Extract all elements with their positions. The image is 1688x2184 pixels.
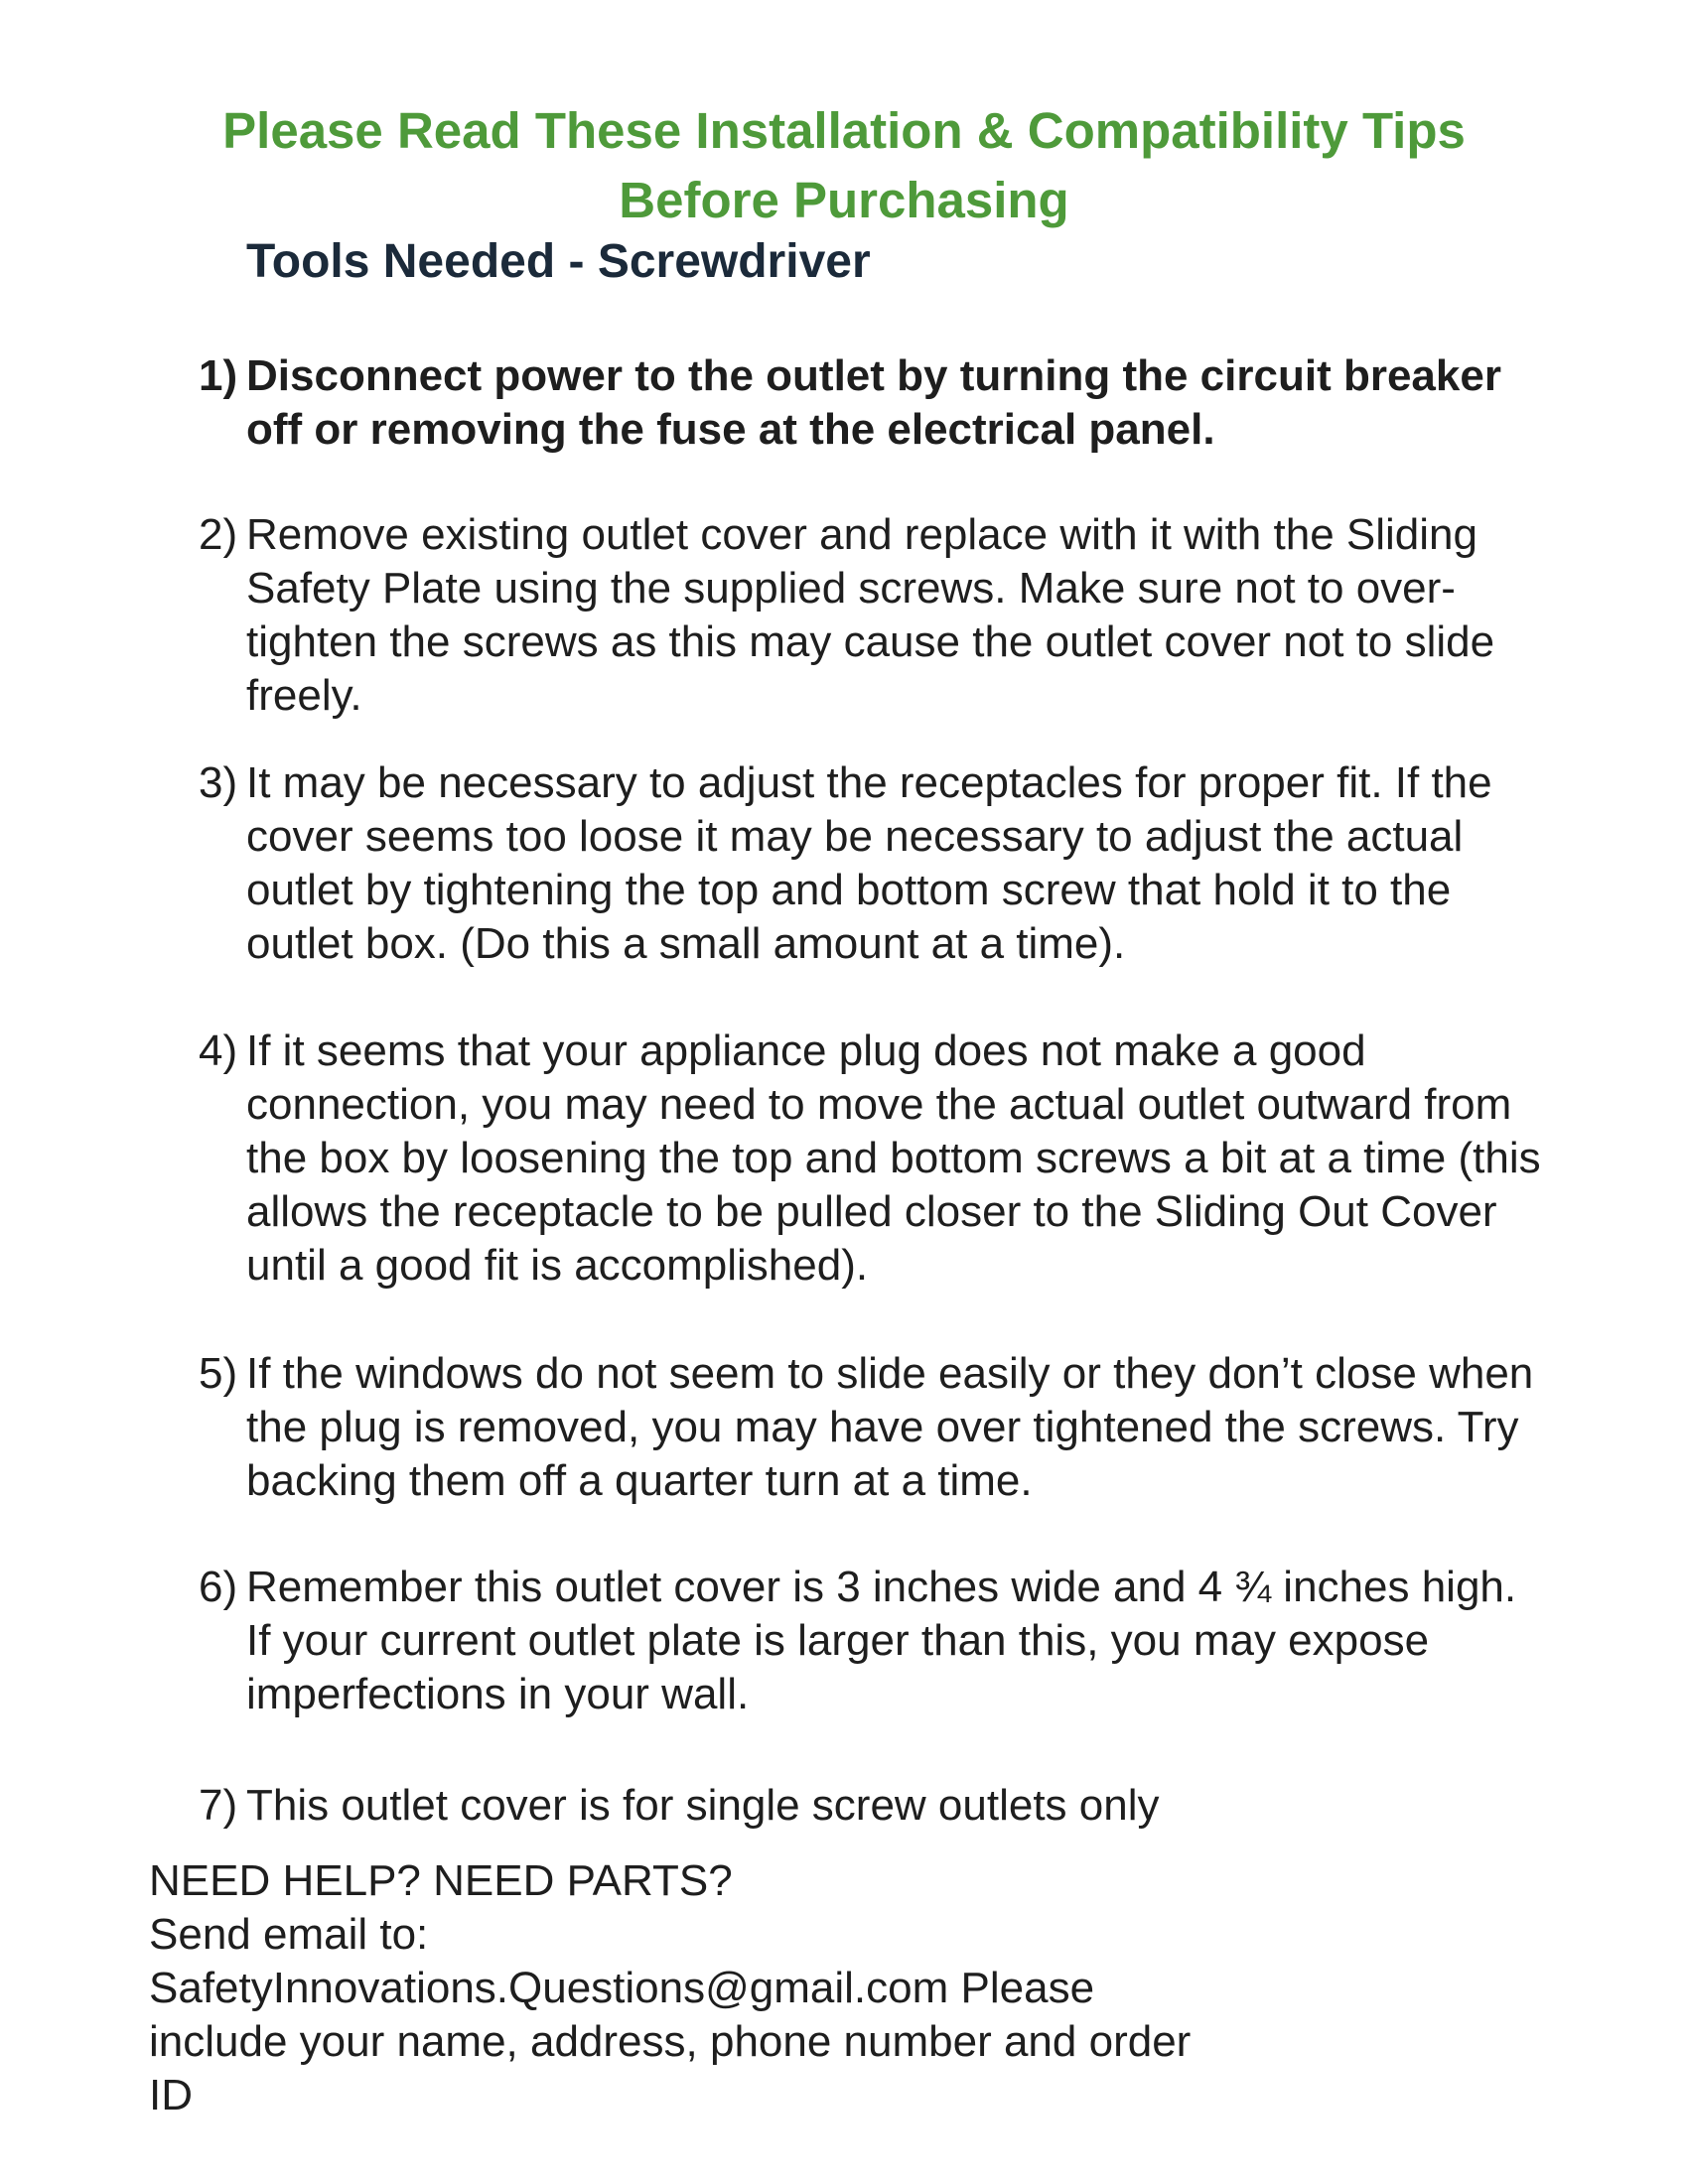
step-2 xyxy=(199,508,1549,723)
step-text: If the windows do not seem to slide easily or they don’t close when the plug is removed, you may have over tightened the screws. Try backing them off a quarter turn at a time. xyxy=(246,1349,1534,1505)
step-6 xyxy=(199,1561,1549,1721)
step-number: 2) xyxy=(199,510,238,559)
tools-needed: Tools Needed - Screwdriver xyxy=(246,235,871,288)
step-5 xyxy=(199,1347,1549,1508)
step-number: 1) xyxy=(199,351,238,400)
step-text: Disconnect power to the outlet by turning the circuit breaker off or removing the fuse at the electrical panel. xyxy=(246,351,1501,454)
step-text: Remove existing outlet cover and replace with it with the Sliding Safety Plate using the supplied screws. Make sure not to over-tighten the screws as this may cause the outlet cover not to slide freely. xyxy=(246,510,1495,720)
help-send-label: Send email to: xyxy=(149,1910,429,1959)
step-number: 3) xyxy=(199,758,238,807)
help-section xyxy=(149,1854,1192,2122)
step-text: It may be necessary to adjust the receptacles for proper fit. If the cover seems too loose it may be necessary to adjust the actual outlet by tightening the top and bottom screw that hold it to the outlet box. (Do this a small amount at a time). xyxy=(246,758,1492,968)
step-7 xyxy=(199,1779,1549,1833)
step-text: If it seems that your appliance plug does not make a good connection, you may need to move the actual outlet outward from the box by loosening the top and bottom screws a bit at a time (this allows the receptacle to be pulled closer to the Sliding Out Cover until a good fit is accomplished). xyxy=(246,1026,1541,1290)
step-text: This outlet cover is for single screw outlets only xyxy=(246,1781,1160,1830)
step-3 xyxy=(199,756,1549,971)
help-instructions: Please include your name, address, phone number and order ID xyxy=(149,1964,1192,2119)
step-number: 6) xyxy=(199,1563,238,1611)
help-email-link[interactable]: SafetyInnovations.Questions@gmail.com xyxy=(149,1964,949,2012)
page-title-line-2: Before Purchasing xyxy=(619,172,1069,228)
step-1 xyxy=(199,349,1549,457)
step-text: Remember this outlet cover is 3 inches wide and 4 ¾ inches high. If your current outlet plate is larger than this, you may expose imperfections in your wall. xyxy=(246,1563,1517,1718)
step-4 xyxy=(199,1024,1549,1293)
step-number: 7) xyxy=(199,1781,238,1830)
step-number: 5) xyxy=(199,1349,238,1398)
step-number: 4) xyxy=(199,1026,238,1075)
help-heading: NEED HELP? NEED PARTS? xyxy=(149,1856,733,1905)
page-title-line-1: Please Read These Installation & Compatibility Tips xyxy=(222,102,1466,159)
